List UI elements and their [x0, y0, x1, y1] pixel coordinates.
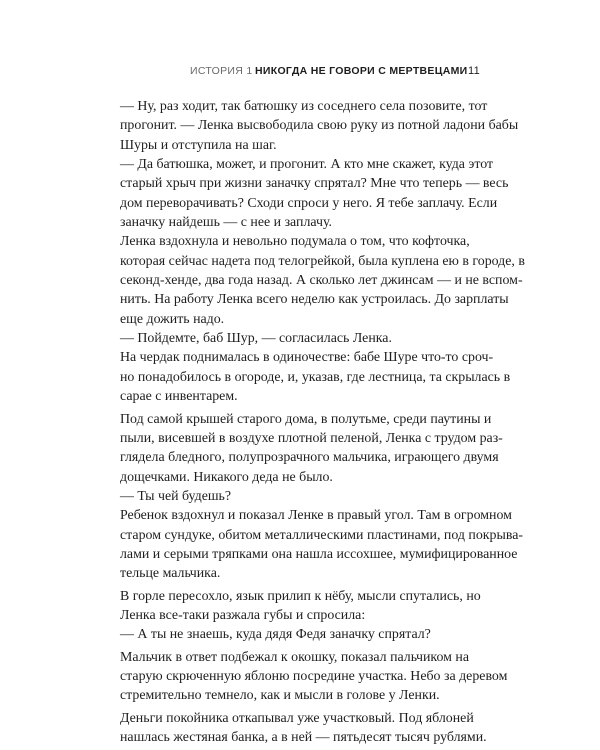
text-line: — Да батюшка, может, и прогонит. А кто мне скажет, куда этот — [120, 157, 494, 173]
text-line: но понадобилось в огороде, и, указав, где лестница, та скрылась в — [120, 369, 511, 385]
page-number: 11 — [468, 65, 481, 77]
body-text — [120, 97, 525, 747]
text-line: еще дожить надо. — [120, 311, 225, 327]
text-line: Ленка вздохнула и невольно подумала о том, что кофточка, — [120, 234, 470, 250]
text-line: — Ты чей будешь? — [120, 488, 232, 504]
text-line: нашлась жестяная банка, а в ней — пятьдесят тысяч рублями. — [120, 730, 487, 745]
text-line: пыли, висевшей в воздухе плотной пеленой, Ленка с трудом раз- — [120, 430, 503, 446]
header-story-title: НИКОГДА НЕ ГОВОРИ С МЕРТВЕЦАМИ — [255, 65, 468, 77]
text-line: дощечками. Никакого деда не было. — [120, 469, 333, 485]
text-line: секонд-хенде, два года назад. А сколько лет джинсам — и не вспом- — [120, 273, 523, 289]
text-line: сарае с инвентарем. — [120, 389, 238, 405]
text-line: глядела бледного, полупрозрачного мальчика, играющего двумя — [120, 450, 499, 466]
text-line: Мальчик в ответ подбежал к окошку, показал пальчиком на — [120, 649, 470, 665]
text-line: Ленка все-таки разжала губы и спросила: — [120, 607, 366, 623]
text-line: Ребенок вздохнул и показал Ленке в правый угол. Там в огромном — [120, 508, 512, 524]
running-header — [0, 63, 600, 79]
text-line: тельце мальчика. — [120, 566, 221, 582]
text-line: Под самой крышей старого дома, в полутьме, среди паутины и — [120, 411, 492, 427]
text-line: старую скрюченную яблоню посредине участка. Небо за деревом — [120, 668, 508, 684]
header-series-label: ИСТОРИЯ 1 — [190, 65, 253, 77]
text-line: Шуры и отступила на шаг. — [120, 137, 277, 153]
text-line: Деньги покойника откапывал уже участковый. Под яблоней — [120, 710, 474, 726]
text-line: лами и серыми тряпками она нашла иссохшее, мумифицированное — [120, 546, 518, 562]
text-line: старый хрыч при жизни заначку спрятал? Мне что теперь — весь — [120, 176, 509, 192]
text-line: прогонит. — Ленка высвободила свою руку из потной ладони бабы — [120, 118, 519, 134]
text-line: которая сейчас надета под телогрейкой, была куплена ею в городе, в — [120, 253, 525, 269]
text-line: стремительно темнело, как и мысли в голове у Ленки. — [120, 688, 440, 704]
text-line: — Пойдемте, баб Шур, — согласилась Ленка. — [120, 331, 392, 347]
text-line: дом переворачивать? Сходи спроси у него. Я тебе заплачу. Если — [120, 195, 498, 211]
text-line: — А ты не знаешь, куда дядя Федя заначку спрятал? — [120, 627, 431, 643]
text-line: На чердак поднималась в одиночестве: бабе Шуре что-то сроч- — [120, 350, 494, 366]
text-line: В горле пересохло, язык прилип к нёбу, мысли спутались, но — [120, 588, 481, 604]
text-line: старом сундуке, обитом металлическими пластинами, под покрыва- — [120, 527, 524, 543]
text-line: нить. На работу Ленка всего неделю как устроилась. До зарплаты — [120, 292, 509, 308]
text-line: — Ну, раз ходит, так батюшку из соседнего села позовите, тот — [120, 99, 488, 114]
text-line: заначку найдешь — с нее и заплачу. — [120, 215, 333, 231]
